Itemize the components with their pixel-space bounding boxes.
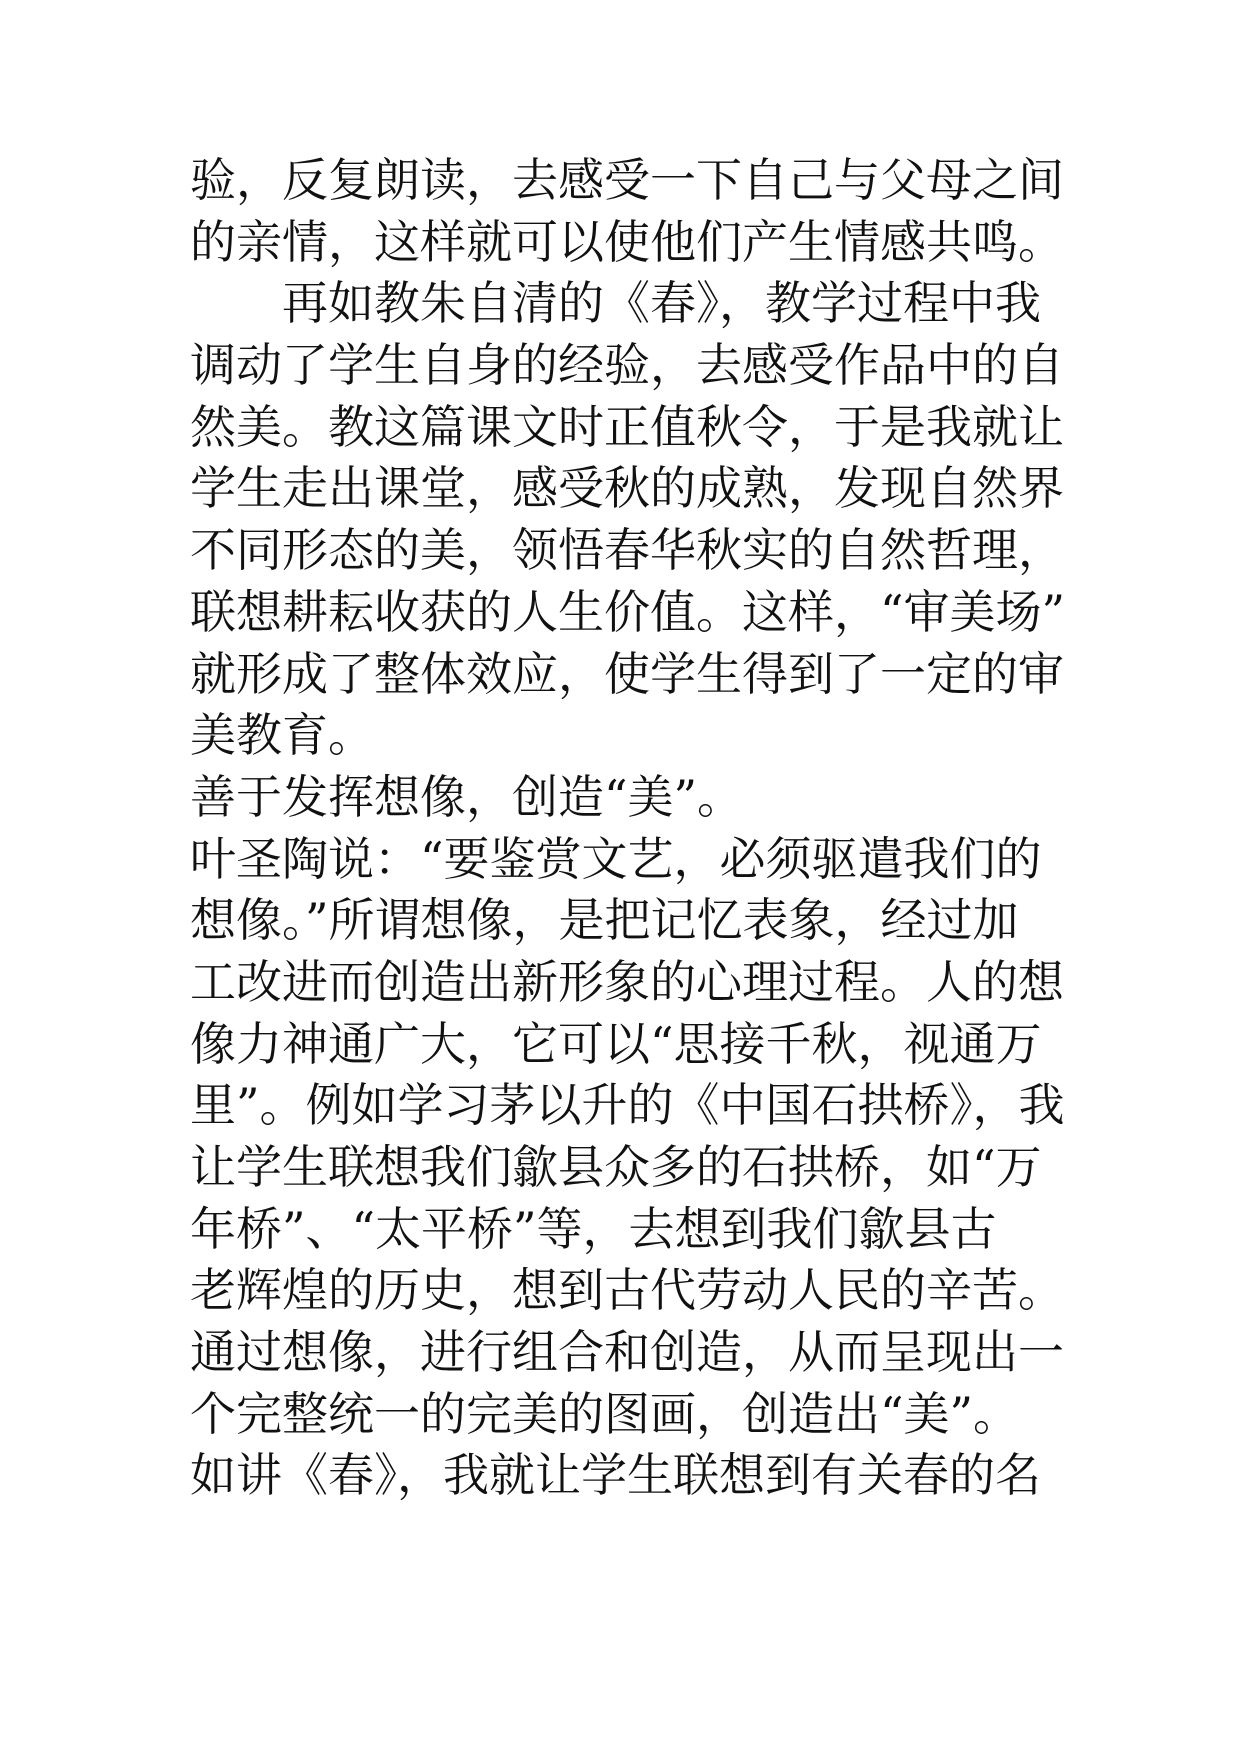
section-heading: 善于发挥想像，创造“美”。 [190,769,744,824]
text-line: 老辉煌的历史，想到古代劳动人民的辛苦。 [190,1263,1064,1318]
text-line: 个完整统一的完美的图画，创造出“美”。 [190,1386,1020,1441]
body-text [190,150,1070,1507]
text-line: 再如教朱自清的《春》，教学过程中我 [190,276,1041,331]
text-line: 联想耕耘收获的人生价值。这样，“审美场” [190,584,1066,639]
text-line: 然美。教这篇课文时正值秋令，于是我就让 [190,399,1064,454]
text-line: 如讲《春》，我就让学生联想到有关春的名 [190,1448,1041,1503]
text-line: 学生走出课堂，感受秋的成熟，发现自然界 [190,461,1064,516]
text-line: 年桥”、“太平桥”等，去想到我们歙县古 [190,1201,997,1256]
text-line: 想像。”所谓想像，是把记忆表象，经过加 [190,893,1019,948]
text-line: 调动了学生自身的经验，去感受作品中的自 [190,338,1064,393]
text-line: 让学生联想我们歙县众多的石拱桥，如“万 [190,1140,1042,1194]
text-line: 的亲情，这样就可以使他们产生情感共鸣。 [190,214,1064,269]
text-line: 像力神通广大，它可以“思接千秋，视通万 [190,1016,1042,1071]
text-line: 不同形态的美，领悟春华秋实的自然哲理， [190,523,1064,578]
text-line: 验，反复朗读，去感受一下自己与父母之间 [190,153,1064,207]
text-line: 通过想像，进行组合和创造，从而呈现出一 [190,1325,1064,1380]
text-line: 里”。例如学习茅以升的《中国石拱桥》，我 [190,1078,1065,1133]
text-line: 就形成了整体效应，使学生得到了一定的审 [190,646,1064,701]
text-line: 美教育。 [190,708,374,763]
text-line: 叶圣陶说：“要鉴赏文艺，必须驱遣我们的 [190,831,1042,886]
text-line: 工改进而创造出新形象的心理过程。人的想 [190,954,1064,1009]
